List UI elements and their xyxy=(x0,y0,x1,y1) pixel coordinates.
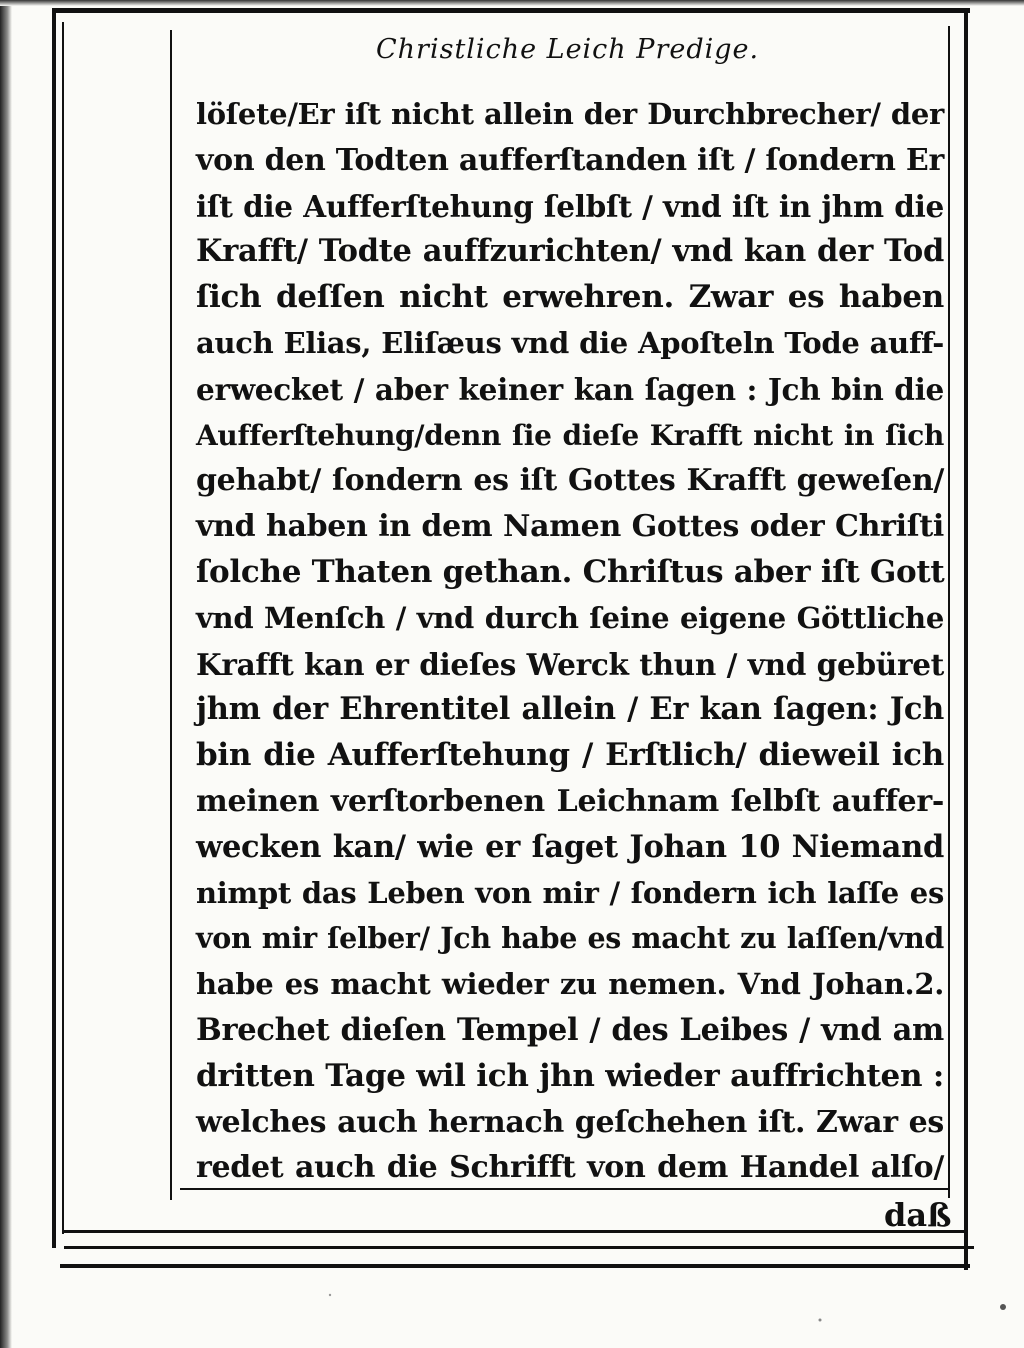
text-line: ſich deſſen nicht erwehren. Zwar es haben xyxy=(196,279,944,316)
text-line: redet auch die Schrifft von dem Handel alſo/ xyxy=(196,1150,944,1186)
text-line: von den Todten aufferſtanden iſt / ſondern Er xyxy=(196,142,944,178)
text-line: gehabt/ ſondern es iſt Gottes Krafft geweſen/ xyxy=(196,463,944,499)
text-line: Brechet dieſen Tempel / des Leibes / vnd am xyxy=(196,1011,944,1048)
text-line: welches auch hernach geſchehen iſt. Zwar es xyxy=(196,1104,944,1140)
running-head: Christliche Leich Predige. xyxy=(376,34,760,65)
text-line: vnd haben in dem Namen Gottes oder Chriſti xyxy=(196,509,944,545)
text-line: von mir ſelber/ Jch habe es macht zu laſſen/vnd xyxy=(196,921,944,956)
text-line: ſolche Thaten gethan. Chriſtus aber iſt Gott xyxy=(196,553,945,590)
catchword: daß xyxy=(884,1196,952,1234)
text-line: iſt die Aufferſtehung ſelbſt / vnd iſt in jhm die xyxy=(196,188,944,224)
text-line: jhm der Ehrentitel allein / Er kan ſagen: Jch xyxy=(196,691,944,728)
text-line: wecken kan/ wie er ſaget Johan 10 Niemand xyxy=(196,828,944,865)
text-line: bin die Aufferſtehung / Erſtlich/ dieweil ich xyxy=(196,737,944,774)
text-line: Krafft kan er dieſes Werck thun / vnd gebüret xyxy=(196,646,944,682)
text-line: meinen verſtorbenen Leichnam ſelbſt auffer- xyxy=(196,783,944,819)
text-line: nimpt das Leben von mir / ſondern ich laſſe es xyxy=(196,875,944,910)
text-line: vnd Menſch / vnd durch ſeine eigene Göttliche xyxy=(196,600,944,635)
text-line: dritten Tage wil ich jhn wieder auffrichten : xyxy=(196,1057,944,1094)
text-line: löſete/Er iſt nicht allein der Durchbrecher/ der xyxy=(196,97,944,131)
text-line: auch Elias, Eliſæus vnd die Apoſteln Tode auff- xyxy=(196,325,944,360)
text-line: Aufferſtehung/denn ſie dieſe Krafft nicht in ſich xyxy=(196,418,944,452)
text-line: habe es macht wieder zu nemen. Vnd Johan.2. xyxy=(196,967,944,1002)
text-line: erwecket / aber keiner kan ſagen : Jch bin die xyxy=(196,371,944,407)
text-line: Krafft/ Todte auffzurichten/ vnd kan der Tod xyxy=(196,233,944,270)
